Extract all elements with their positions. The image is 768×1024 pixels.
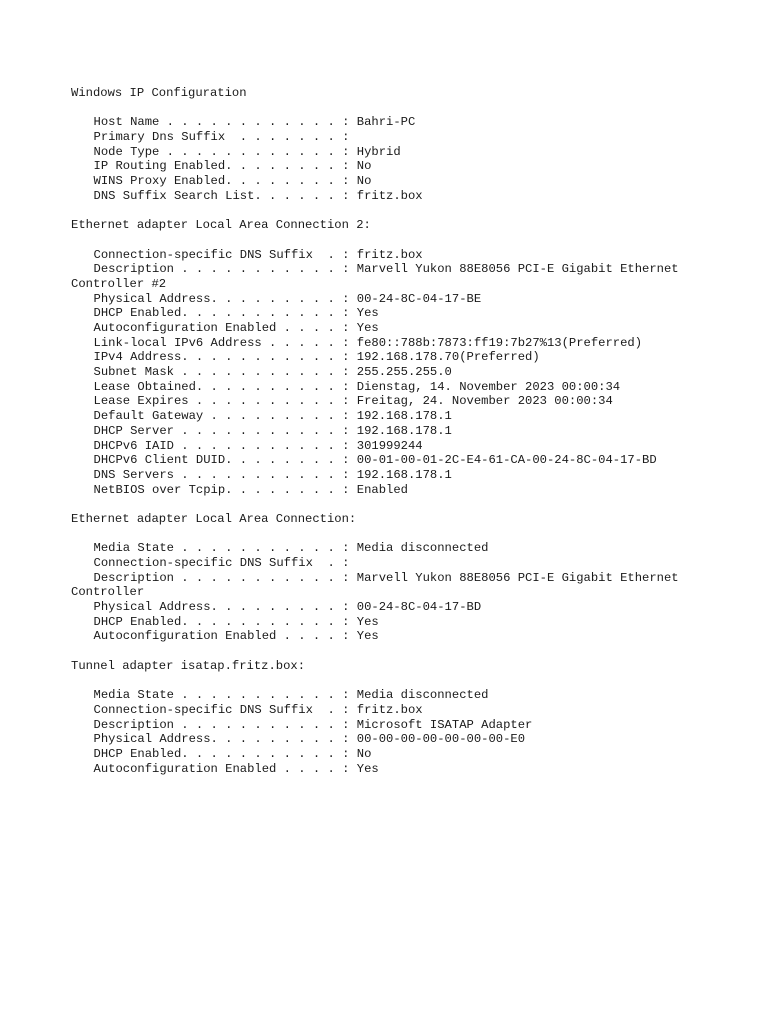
primary-dns-suffix-label: Primary Dns Suffix . . . . . . . : (93, 130, 357, 145)
config-label: Physical Address. . . . . . . . . : (93, 732, 357, 747)
config-line (71, 424, 751, 439)
adapter-section-isatap (71, 659, 751, 777)
host-name-line (71, 115, 751, 130)
config-value: 192.168.178.1 (356, 467, 452, 482)
config-label: DHCPv6 Client DUID. . . . . . . . : (93, 453, 357, 468)
blank-line (71, 527, 751, 542)
node-type-label: Node Type . . . . . . . . . . . . : (93, 144, 357, 159)
adapter-header: Tunnel adapter isatap.fritz.box: (71, 658, 306, 673)
config-value: 255.255.255.0 (356, 365, 452, 380)
config-value: Marvell Yukon 88E8056 PCI-E Gigabit Ethernet (356, 570, 679, 585)
config-label: Media State . . . . . . . . . . . : (93, 688, 357, 703)
host-name-value: Bahri-PC (356, 115, 416, 130)
config-value: Yes (356, 614, 379, 629)
config-label: DHCP Server . . . . . . . . . . . : (93, 423, 357, 438)
config-value: Media disconnected (356, 541, 489, 556)
config-value: No (356, 746, 372, 761)
config-value: 301999244 (356, 438, 423, 453)
config-label: Media State . . . . . . . . . . . : (93, 541, 357, 556)
config-label: Lease Obtained. . . . . . . . . . : (93, 379, 357, 394)
config-line (71, 336, 751, 351)
config-label: Subnet Mask . . . . . . . . . . . : (93, 365, 357, 380)
node-type-line (71, 145, 751, 160)
config-value: 192.168.178.70(Preferred) (356, 350, 540, 365)
wrapped-line: Controller (71, 585, 145, 600)
config-line (71, 615, 751, 630)
blank-line (71, 497, 751, 512)
config-value: Enabled (356, 482, 408, 497)
config-line (71, 703, 751, 718)
config-line (71, 556, 751, 571)
dns-suffix-search-value: fritz.box (356, 188, 423, 203)
config-label: Connection-specific DNS Suffix . : (93, 247, 357, 262)
primary-dns-suffix-line (71, 130, 751, 145)
wins-proxy-line (71, 174, 751, 189)
config-value: Yes (356, 321, 379, 335)
general-section (71, 115, 751, 203)
config-line (71, 292, 751, 307)
config-line (71, 762, 751, 777)
wins-proxy-label: WINS Proxy Enabled. . . . . . . . : (93, 174, 357, 189)
config-label: Description . . . . . . . . . . . : (93, 717, 357, 732)
config-value: Yes (356, 306, 379, 321)
adapter-header: Ethernet adapter Local Area Connection: (71, 511, 357, 526)
config-line (71, 321, 751, 336)
config-label: Connection-specific DNS Suffix . : (93, 702, 357, 717)
config-value: 00-24-8C-04-17-BD (356, 600, 482, 615)
dns-suffix-search-label: DNS Suffix Search List. . . . . . : (93, 188, 357, 203)
wrapped-line: Controller #2 (71, 276, 167, 291)
config-line (71, 380, 751, 395)
config-value: 00-24-8C-04-17-BE (356, 291, 482, 306)
dns-suffix-search-line (71, 189, 751, 204)
config-value: 00-00-00-00-00-00-00-E0 (356, 732, 526, 747)
config-line (71, 732, 751, 747)
config-label: IPv4 Address. . . . . . . . . . . : (93, 350, 357, 365)
config-line (71, 350, 751, 365)
config-label: Link-local IPv6 Address . . . . . : (93, 335, 357, 350)
config-value: Media disconnected (356, 688, 489, 703)
config-label: Autoconfiguration Enabled . . . . : (93, 629, 357, 644)
blank-line (71, 204, 751, 219)
blank-line (71, 644, 751, 659)
adapter-section-lan (71, 512, 751, 644)
node-type-value: Hybrid (356, 144, 401, 159)
config-line (71, 248, 751, 263)
config-line (71, 483, 751, 498)
config-line (71, 262, 751, 277)
config-line (71, 718, 751, 733)
config-line (71, 571, 751, 586)
blank-line (71, 674, 751, 689)
config-value: 00-01-00-01-2C-E4-61-CA-00-24-8C-04-17-BD (356, 453, 657, 468)
config-label: Autoconfiguration Enabled . . . . : (93, 321, 357, 335)
config-line (71, 600, 751, 615)
config-value: fritz.box (356, 702, 423, 717)
config-value: Freitag, 24. November 2023 00:00:34 (356, 394, 613, 409)
config-line (71, 365, 751, 380)
config-label: Description . . . . . . . . . . . : (93, 262, 357, 277)
host-name-label: Host Name . . . . . . . . . . . . : (93, 115, 357, 130)
config-label: DHCPv6 IAID . . . . . . . . . . . : (93, 438, 357, 453)
ip-routing-line (71, 159, 751, 174)
adapter-header: Ethernet adapter Local Area Connection 2: (71, 218, 371, 233)
config-line (71, 306, 751, 321)
ipconfig-document (71, 86, 751, 776)
document-title: Windows IP Configuration (71, 86, 247, 100)
blank-line (71, 101, 751, 116)
wins-proxy-value: No (356, 174, 372, 189)
config-label: Connection-specific DNS Suffix . : (93, 556, 357, 570)
config-label: Physical Address. . . . . . . . . : (93, 291, 357, 306)
ip-routing-label: IP Routing Enabled. . . . . . . . : (93, 159, 357, 174)
config-line (71, 468, 751, 483)
config-value: Marvell Yukon 88E8056 PCI-E Gigabit Ethernet (356, 262, 679, 277)
blank-line (71, 233, 751, 248)
config-label: Autoconfiguration Enabled . . . . : (93, 761, 357, 776)
config-line (71, 629, 751, 644)
config-label: DHCP Enabled. . . . . . . . . . . : (93, 746, 357, 761)
config-label: DHCP Enabled. . . . . . . . . . . : (93, 614, 357, 629)
config-label: Lease Expires . . . . . . . . . . : (93, 394, 357, 409)
config-label: Physical Address. . . . . . . . . : (93, 600, 357, 615)
config-line (71, 453, 751, 468)
config-line (71, 439, 751, 454)
config-line (71, 541, 751, 556)
config-value: 192.168.178.1 (356, 409, 452, 424)
config-value: fe80::788b:7873:ff19:7b27%13(Preferred) (356, 335, 643, 350)
config-line (71, 747, 751, 762)
config-label: DHCP Enabled. . . . . . . . . . . : (93, 306, 357, 321)
config-value: 192.168.178.1 (356, 423, 452, 438)
config-line (71, 394, 751, 409)
config-line (71, 688, 751, 703)
config-label: Default Gateway . . . . . . . . . : (93, 409, 357, 424)
config-line (71, 409, 751, 424)
config-value: Yes (356, 629, 379, 644)
config-value: Microsoft ISATAP Adapter (356, 717, 533, 732)
config-label: DNS Servers . . . . . . . . . . . : (93, 467, 357, 482)
ip-routing-value: No (356, 159, 372, 174)
config-value: Yes (356, 761, 379, 776)
adapter-section-lan2 (71, 218, 751, 497)
config-value: Dienstag, 14. November 2023 00:00:34 (356, 379, 621, 394)
config-label: Description . . . . . . . . . . . : (93, 570, 357, 585)
config-value: fritz.box (356, 247, 423, 262)
config-label: NetBIOS over Tcpip. . . . . . . . : (93, 482, 357, 497)
